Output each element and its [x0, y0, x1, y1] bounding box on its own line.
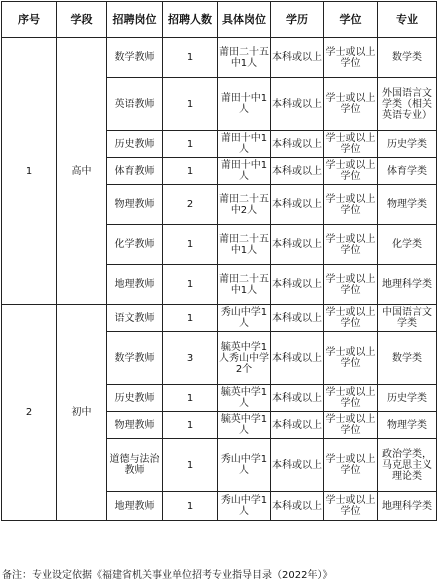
header-index: 序号 [2, 2, 57, 38]
header-count: 招聘人数 [163, 2, 218, 38]
degree-cell: 学士或以上学位 [324, 78, 378, 131]
degree-cell: 学士或以上学位 [324, 305, 378, 332]
degree-cell: 学士或以上学位 [324, 158, 378, 185]
count-cell: 1 [163, 78, 218, 131]
major-cell: 历史学类 [378, 385, 437, 412]
education-cell: 本科或以上 [271, 265, 324, 305]
post-cell: 英语教师 [107, 78, 163, 131]
count-cell: 2 [163, 185, 218, 225]
major-cell: 外国语言文学类（相关英语专业） [378, 78, 437, 131]
degree-cell: 学士或以上学位 [324, 225, 378, 265]
degree-cell: 学士或以上学位 [324, 332, 378, 385]
school-cell: 毓英中学1人秀山中学2个 [218, 332, 271, 385]
major-cell: 中国语言文学类 [378, 305, 437, 332]
school-cell: 毓英中学1人 [218, 385, 271, 412]
education-cell: 本科或以上 [271, 412, 324, 439]
school-cell: 秀山中学1人 [218, 305, 271, 332]
group-stage: 初中 [57, 305, 107, 521]
degree-cell: 学士或以上学位 [324, 385, 378, 412]
school-cell: 莆田十中1人 [218, 158, 271, 185]
school-cell: 毓英中学1人 [218, 412, 271, 439]
major-cell: 政治学类，马克思主义理论类 [378, 439, 437, 492]
post-cell: 数学教师 [107, 38, 163, 78]
major-cell: 化学类 [378, 225, 437, 265]
count-cell: 1 [163, 265, 218, 305]
table-row [2, 38, 437, 78]
post-cell: 地理教师 [107, 492, 163, 521]
school-cell: 莆田二十五中2人 [218, 185, 271, 225]
education-cell: 本科或以上 [271, 332, 324, 385]
degree-cell: 学士或以上学位 [324, 265, 378, 305]
post-cell: 体育教师 [107, 158, 163, 185]
school-cell: 莆田十中1人 [218, 131, 271, 158]
education-cell: 本科或以上 [271, 225, 324, 265]
school-cell: 莆田二十五中1人 [218, 38, 271, 78]
header-row [2, 2, 437, 38]
table-body [2, 38, 437, 521]
post-cell: 数学教师 [107, 332, 163, 385]
education-cell: 本科或以上 [271, 158, 324, 185]
table-row [2, 305, 437, 332]
post-cell: 历史教师 [107, 131, 163, 158]
major-cell: 地理科学类 [378, 265, 437, 305]
degree-cell: 学士或以上学位 [324, 439, 378, 492]
degree-cell: 学士或以上学位 [324, 131, 378, 158]
major-cell: 数学类 [378, 332, 437, 385]
count-cell: 1 [163, 492, 218, 521]
major-cell: 历史学类 [378, 131, 437, 158]
header-major: 专业 [378, 2, 437, 38]
school-cell: 莆田二十五中1人 [218, 225, 271, 265]
count-cell: 1 [163, 305, 218, 332]
post-cell: 物理教师 [107, 412, 163, 439]
group-index: 1 [2, 38, 57, 305]
school-cell: 秀山中学1人 [218, 439, 271, 492]
major-cell: 体育学类 [378, 158, 437, 185]
education-cell: 本科或以上 [271, 439, 324, 492]
count-cell: 1 [163, 385, 218, 412]
header-degree: 学位 [324, 2, 378, 38]
major-cell: 地理科学类 [378, 492, 437, 521]
education-cell: 本科或以上 [271, 185, 324, 225]
education-cell: 本科或以上 [271, 492, 324, 521]
education-cell: 本科或以上 [271, 131, 324, 158]
header-stage: 学段 [57, 2, 107, 38]
major-cell: 物理学类 [378, 412, 437, 439]
group-index: 2 [2, 305, 57, 521]
degree-cell: 学士或以上学位 [324, 38, 378, 78]
degree-cell: 学士或以上学位 [324, 185, 378, 225]
count-cell: 1 [163, 131, 218, 158]
major-cell: 数学类 [378, 38, 437, 78]
school-cell: 秀山中学1人 [218, 492, 271, 521]
count-cell: 1 [163, 38, 218, 78]
education-cell: 本科或以上 [271, 38, 324, 78]
school-cell: 莆田十中1人 [218, 78, 271, 131]
count-cell: 1 [163, 439, 218, 492]
school-cell: 莆田二十五中1人 [218, 265, 271, 305]
recruitment-table [1, 1, 437, 521]
education-cell: 本科或以上 [271, 78, 324, 131]
header-school: 具体岗位 [218, 2, 271, 38]
post-cell: 地理教师 [107, 265, 163, 305]
header-post: 招聘岗位 [107, 2, 163, 38]
education-cell: 本科或以上 [271, 385, 324, 412]
post-cell: 道德与法治教师 [107, 439, 163, 492]
degree-cell: 学士或以上学位 [324, 412, 378, 439]
post-cell: 语文教师 [107, 305, 163, 332]
degree-cell: 学士或以上学位 [324, 492, 378, 521]
footnote: 备注：专业设定依据《福建省机关事业单位招考专业指导目录（2022年）》 [2, 570, 333, 581]
count-cell: 3 [163, 332, 218, 385]
group-stage: 高中 [57, 38, 107, 305]
count-cell: 1 [163, 158, 218, 185]
count-cell: 1 [163, 412, 218, 439]
count-cell: 1 [163, 225, 218, 265]
header-education: 学历 [271, 2, 324, 38]
post-cell: 历史教师 [107, 385, 163, 412]
education-cell: 本科或以上 [271, 305, 324, 332]
post-cell: 物理教师 [107, 185, 163, 225]
major-cell: 物理学类 [378, 185, 437, 225]
post-cell: 化学教师 [107, 225, 163, 265]
